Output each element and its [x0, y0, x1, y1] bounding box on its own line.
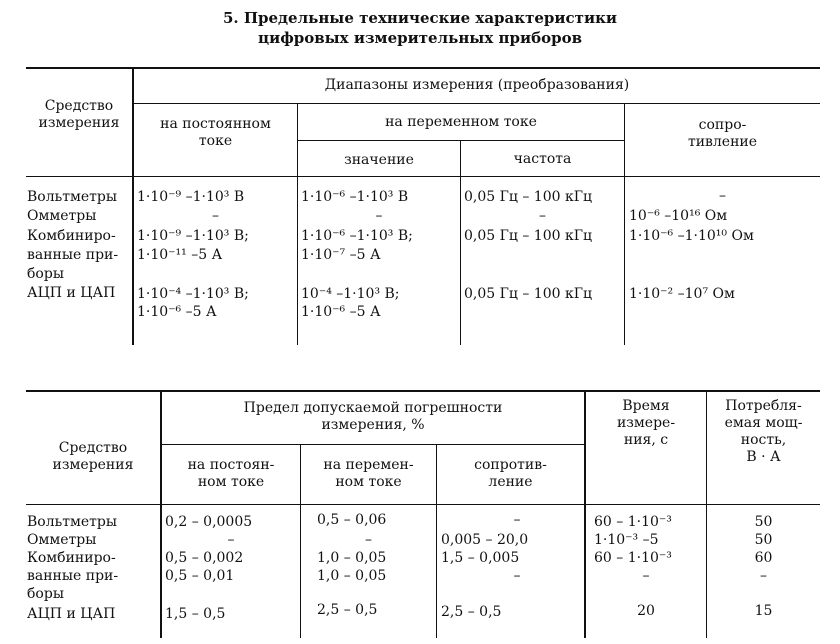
t2-resistance-cell: 2,5 – 0,5: [441, 604, 502, 620]
t1-ac-value-cell: 1·10⁻⁶ –1·10³ В: [301, 189, 409, 205]
t2-time-cell: 60 – 1·10⁻³: [594, 514, 672, 530]
t2-dc-cell: 0,5 – 0,01: [165, 568, 235, 584]
t1-device-name: ванные при-: [27, 247, 119, 263]
t1-resistance-cell: 1·10⁻² –10⁷ Ом: [629, 286, 735, 302]
t1-device-name: Комбиниро-: [27, 228, 116, 244]
t1-ac-freq-cell: 0,05 Гц – 100 кГц: [464, 286, 592, 302]
t1-header-ac-freq: частота: [513, 151, 572, 167]
t2-header-dc: на постоян- ном токе: [187, 457, 275, 490]
t1-ac-value-cell: 1·10⁻⁶ –1·10³ В;: [301, 228, 413, 244]
t1-rule-under-ranges: [133, 103, 820, 104]
t1-ac-freq-cell: 0,05 Гц – 100 кГц: [464, 189, 592, 205]
t2-dc-cell: 1,5 – 0,5: [165, 606, 226, 622]
t1-resistance-cell: 10⁻⁶ –10¹⁶ Ом: [629, 208, 728, 224]
t1-header-ac: на переменном токе: [385, 114, 537, 130]
t2-header-device: Средство измерения: [52, 440, 134, 473]
t1-resistance-cell: 1·10⁻⁶ –1·10¹⁰ Ом: [629, 228, 754, 244]
title-line-2: цифровых измерительных приборов: [257, 29, 583, 47]
title-line-1: 5. Предельные технические характеристики: [222, 9, 618, 27]
t2-power-cell: 15: [754, 603, 773, 619]
t2-header-power: Потребля- емая мощ- ность, В · А: [724, 398, 803, 465]
t2-resistance-cell: –: [513, 568, 521, 584]
t2-rule-under-limit: [161, 444, 584, 445]
t1-col-divider: [460, 141, 461, 345]
t2-top-rule: [26, 390, 820, 392]
t2-header-ac: на перемен- ном токе: [323, 457, 414, 490]
t2-power-cell: 60: [754, 550, 773, 566]
t1-resistance-cell: –: [719, 188, 726, 204]
t2-device-name: АЦП и ЦАП: [27, 606, 116, 622]
t1-header-dc: на постоянном токе: [160, 116, 271, 149]
t2-resistance-cell: 0,005 – 20,0: [441, 532, 529, 548]
t1-device-name: Вольтметры: [27, 189, 118, 205]
t2-device-name: ванные при-: [27, 568, 119, 584]
t1-header-resistance: сопро- тивление: [687, 117, 758, 150]
t1-dc-cell: 1·10⁻¹¹ –5 А: [137, 247, 223, 263]
t1-ac-freq-cell: 0,05 Гц – 100 кГц: [464, 228, 592, 244]
t2-ac-cell: 2,5 – 0,5: [317, 602, 378, 618]
t1-rule-under-ac: [298, 140, 624, 141]
t2-dc-cell: 0,5 – 0,002: [165, 550, 244, 566]
t1-dc-cell: 1·10⁻⁹ –1·10³ В: [137, 189, 245, 205]
t2-header-bottom-rule: [26, 504, 820, 505]
t2-ac-cell: 1,0 – 0,05: [317, 550, 387, 566]
t2-header-resistance: сопротив- ление: [474, 457, 547, 490]
t2-time-cell: 60 – 1·10⁻³: [594, 550, 672, 566]
t1-dc-cell: 1·10⁻⁹ –1·10³ В;: [137, 228, 249, 244]
t2-ac-cell: 1,0 – 0,05: [317, 568, 387, 584]
t1-device-name: Омметры: [27, 208, 97, 224]
t1-dc-cell: 1·10⁻⁴ –1·10³ В;: [137, 286, 249, 302]
t1-ac-value-cell: 1·10⁻⁶ –5 А: [301, 304, 381, 320]
t2-power-cell: 50: [754, 514, 773, 530]
t2-header-limit: Предел допускаемой погрешности измерения, %: [243, 400, 503, 433]
t2-dc-cell: 0,2 – 0,0005: [165, 514, 253, 530]
t1-header-device: Средство измерения: [38, 98, 120, 131]
t2-ac-cell: –: [365, 532, 372, 548]
t1-top-rule: [26, 67, 820, 69]
t1-header-ranges: Диапазоны измерения (преобразования): [324, 77, 630, 93]
t1-dc-cell: 1·10⁻⁶ –5 А: [137, 304, 217, 320]
t1-dc-cell: –: [212, 208, 219, 224]
t2-ac-cell: 0,5 – 0,06: [317, 512, 387, 528]
table-title: [0, 8, 840, 48]
t2-time-cell: 1·10⁻³ –5: [594, 532, 659, 548]
t2-dc-cell: –: [227, 532, 235, 548]
t1-ac-freq-cell: –: [539, 208, 546, 224]
t2-device-name: Комбиниро-: [27, 550, 116, 566]
t2-power-cell: –: [760, 568, 767, 584]
t1-header-ac-value: значение: [344, 152, 414, 168]
t1-device-name: боры: [27, 266, 64, 282]
t1-ac-value-cell: –: [375, 208, 383, 224]
t2-time-cell: –: [642, 568, 650, 584]
t2-device-name: боры: [27, 586, 64, 602]
t2-device-name: Вольтметры: [27, 514, 118, 530]
t2-header-time: Время измере- ния, с: [616, 398, 676, 448]
t1-header-bottom-rule: [26, 176, 820, 177]
t1-col-divider: [132, 67, 134, 345]
t1-ac-value-cell: 10⁻⁴ –1·10³ В;: [301, 286, 400, 302]
t2-time-cell: 20: [637, 603, 655, 619]
t2-resistance-cell: 1,5 – 0,005: [441, 550, 520, 566]
t2-device-name: Омметры: [27, 532, 97, 548]
t2-power-cell: 50: [754, 532, 773, 548]
t1-ac-value-cell: 1·10⁻⁷ –5 А: [301, 247, 381, 263]
t2-resistance-cell: –: [513, 512, 521, 528]
t1-device-name: АЦП и ЦАП: [27, 285, 116, 301]
